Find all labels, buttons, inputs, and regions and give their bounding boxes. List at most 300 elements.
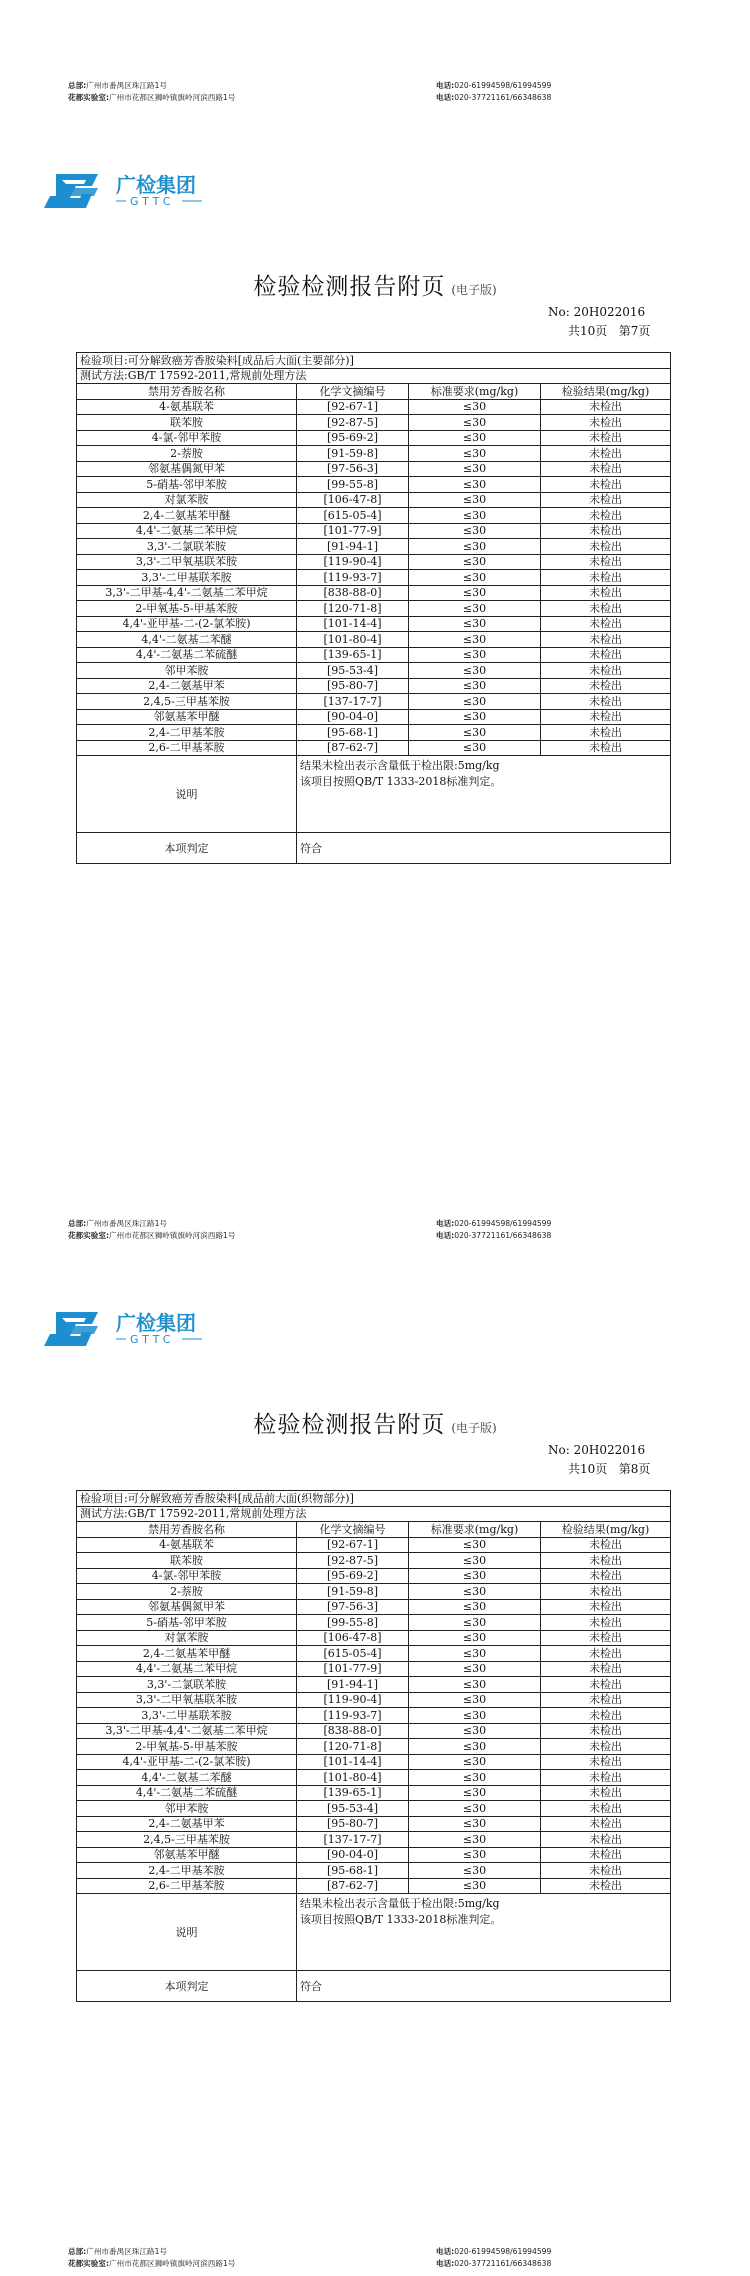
report-title: 检验检测报告附页 (电子版) xyxy=(253,274,497,300)
cas-number: [90-04-0] xyxy=(297,1847,409,1863)
standard-requirement: ≤30 xyxy=(409,1537,541,1553)
cas-number: [101-14-4] xyxy=(297,1754,409,1770)
conclusion-value: 符合 xyxy=(297,833,671,864)
amine-name: 4,4'-二氨基二苯硫醚 xyxy=(77,1785,297,1801)
test-result: 未检出 xyxy=(541,1832,671,1848)
table-row xyxy=(77,1708,671,1724)
cas-number: [119-93-7] xyxy=(297,570,409,586)
test-result: 未检出 xyxy=(541,694,671,710)
test-result: 未检出 xyxy=(541,647,671,663)
standard-requirement: ≤30 xyxy=(409,554,541,570)
note-row xyxy=(77,1894,671,1971)
test-result: 未检出 xyxy=(541,461,671,477)
conclusion-label: 本项判定 xyxy=(77,1971,297,2002)
table-row xyxy=(77,1754,671,1770)
table-row xyxy=(77,1553,671,1569)
standard-requirement: ≤30 xyxy=(409,725,541,741)
cas-number: [95-80-7] xyxy=(297,1816,409,1832)
amine-name: 2-甲氧基-5-甲基苯胺 xyxy=(77,601,297,617)
standard-requirement: ≤30 xyxy=(409,1661,541,1677)
test-result: 未检出 xyxy=(541,1630,671,1646)
cas-number: [95-68-1] xyxy=(297,1863,409,1879)
cas-number: [90-04-0] xyxy=(297,709,409,725)
note-line: 结果未检出表示含量低于检出限:5mg/kg xyxy=(300,759,500,772)
standard-requirement: ≤30 xyxy=(409,415,541,431)
table-row xyxy=(77,461,671,477)
test-result: 未检出 xyxy=(541,725,671,741)
table-row xyxy=(77,492,671,508)
standard-requirement: ≤30 xyxy=(409,647,541,663)
standard-requirement: ≤30 xyxy=(409,1739,541,1755)
test-result: 未检出 xyxy=(541,1584,671,1600)
cas-number: [615-05-4] xyxy=(297,1646,409,1662)
test-method xyxy=(77,1506,671,1522)
table-row xyxy=(77,399,671,415)
amine-name: 4,4'-亚甲基-二-(2-氯苯胺) xyxy=(77,616,297,632)
cas-number: [139-65-1] xyxy=(297,647,409,663)
table-row xyxy=(77,554,671,570)
standard-requirement: ≤30 xyxy=(409,1847,541,1863)
cas-number: [101-80-4] xyxy=(297,632,409,648)
note-line: 该项目按照QB/T 1333-2018标准判定。 xyxy=(300,775,502,788)
amine-name: 邻氨基苯甲醚 xyxy=(77,709,297,725)
test-item xyxy=(77,1491,671,1507)
cas-number: [106-47-8] xyxy=(297,1630,409,1646)
test-result: 未检出 xyxy=(541,1599,671,1615)
standard-requirement: ≤30 xyxy=(409,1677,541,1693)
standard-requirement: ≤30 xyxy=(409,601,541,617)
standard-requirement: ≤30 xyxy=(409,1553,541,1569)
column-header: 检验结果(mg/kg) xyxy=(541,384,671,400)
standard-requirement: ≤30 xyxy=(409,709,541,725)
amine-name: 3,3'-二氯联苯胺 xyxy=(77,1677,297,1693)
test-result: 未检出 xyxy=(541,1785,671,1801)
test-result: 未检出 xyxy=(541,477,671,493)
amine-name: 邻氨基偶氮甲苯 xyxy=(77,1599,297,1615)
cas-number: [137-17-7] xyxy=(297,694,409,710)
amine-name: 4,4'-二氨基二苯甲烷 xyxy=(77,523,297,539)
cas-number: [92-67-1] xyxy=(297,399,409,415)
standard-requirement: ≤30 xyxy=(409,1646,541,1662)
table-row xyxy=(77,508,671,524)
logo-name-en: GTTC xyxy=(130,1333,175,1346)
header-phone-2: 电话:020-37721161/66348638 xyxy=(436,1231,552,1240)
cas-number: [92-87-5] xyxy=(297,415,409,431)
standard-requirement: ≤30 xyxy=(409,1599,541,1615)
column-header: 禁用芳香胺名称 xyxy=(77,384,297,400)
header-lab: 花都实验室:广州市花都区狮岭镇旗岭河滨西路1号 xyxy=(68,1231,236,1240)
table-row xyxy=(77,1692,671,1708)
amine-name: 联苯胺 xyxy=(77,1553,297,1569)
table-row xyxy=(77,415,671,431)
table-row xyxy=(77,1801,671,1817)
test-method-value: GB/T 17592-2011,常规前处理方法 xyxy=(127,1507,307,1521)
amine-name: 4,4'-二氨基二苯硫醚 xyxy=(77,647,297,663)
standard-requirement: ≤30 xyxy=(409,694,541,710)
page-count: 共10页 第8页 xyxy=(568,1462,651,1476)
cas-number: [119-90-4] xyxy=(297,1692,409,1708)
standard-requirement: ≤30 xyxy=(409,1615,541,1631)
test-method-value: GB/T 17592-2011,常规前处理方法 xyxy=(127,369,307,383)
cas-number: [106-47-8] xyxy=(297,492,409,508)
standard-requirement: ≤30 xyxy=(409,1708,541,1724)
test-result: 未检出 xyxy=(541,554,671,570)
amine-name: 3,3'-二甲氧基联苯胺 xyxy=(77,1692,297,1708)
amine-name: 4,4'-二氨基二苯醚 xyxy=(77,1770,297,1786)
standard-requirement: ≤30 xyxy=(409,740,541,756)
amine-name: 2-甲氧基-5-甲基苯胺 xyxy=(77,1739,297,1755)
test-result: 未检出 xyxy=(541,601,671,617)
amine-name: 3,3'-二甲基-4,4'-二氨基二苯甲烷 xyxy=(77,585,297,601)
standard-requirement: ≤30 xyxy=(409,508,541,524)
amine-name: 4-氨基联苯 xyxy=(77,399,297,415)
standard-requirement: ≤30 xyxy=(409,1832,541,1848)
standard-requirement: ≤30 xyxy=(409,430,541,446)
results-table xyxy=(76,352,671,864)
test-result: 未检出 xyxy=(541,539,671,555)
amine-name: 邻氨基苯甲醚 xyxy=(77,1847,297,1863)
standard-requirement: ≤30 xyxy=(409,1785,541,1801)
test-result: 未检出 xyxy=(541,1770,671,1786)
test-item-label: 检验项目: xyxy=(80,353,128,367)
standard-requirement: ≤30 xyxy=(409,1754,541,1770)
standard-requirement: ≤30 xyxy=(409,616,541,632)
results-table xyxy=(76,1490,671,2002)
test-result: 未检出 xyxy=(541,1863,671,1879)
standard-requirement: ≤30 xyxy=(409,1568,541,1584)
amine-name: 4,4'-二氨基二苯醚 xyxy=(77,632,297,648)
cas-number: [101-77-9] xyxy=(297,1661,409,1677)
cas-number: [95-53-4] xyxy=(297,1801,409,1817)
test-result: 未检出 xyxy=(541,1723,671,1739)
logo-name-cn: 广检集团 xyxy=(116,173,196,197)
column-header: 化学文摘编号 xyxy=(297,384,409,400)
cas-number: [615-05-4] xyxy=(297,508,409,524)
company-logo xyxy=(42,1306,242,1352)
cas-number: [139-65-1] xyxy=(297,1785,409,1801)
standard-requirement: ≤30 xyxy=(409,492,541,508)
conclusion-label: 本项判定 xyxy=(77,833,297,864)
item-row xyxy=(77,1491,671,1507)
note-label: 说明 xyxy=(77,1894,297,1971)
test-result: 未检出 xyxy=(541,415,671,431)
test-result: 未检出 xyxy=(541,1615,671,1631)
cas-number: [91-59-8] xyxy=(297,1584,409,1600)
standard-requirement: ≤30 xyxy=(409,585,541,601)
note-content xyxy=(297,1894,671,1971)
test-result: 未检出 xyxy=(541,1708,671,1724)
cas-number: [95-69-2] xyxy=(297,430,409,446)
test-result: 未检出 xyxy=(541,616,671,632)
table-row xyxy=(77,1723,671,1739)
test-result: 未检出 xyxy=(541,1661,671,1677)
test-method xyxy=(77,368,671,384)
table-row xyxy=(77,1584,671,1600)
amine-name: 5-硝基-邻甲苯胺 xyxy=(77,1615,297,1631)
standard-requirement: ≤30 xyxy=(409,570,541,586)
test-result: 未检出 xyxy=(541,1646,671,1662)
cas-number: [87-62-7] xyxy=(297,1878,409,1894)
gttc-logo-icon xyxy=(44,1312,98,1346)
note-row xyxy=(77,756,671,833)
amine-name: 3,3'-二氯联苯胺 xyxy=(77,539,297,555)
amine-name: 邻甲苯胺 xyxy=(77,1801,297,1817)
column-header: 化学文摘编号 xyxy=(297,1522,409,1538)
footer-phone-1: 电话:020-61994598/61994599 xyxy=(436,2247,552,2256)
amine-name: 邻甲苯胺 xyxy=(77,663,297,679)
test-result: 未检出 xyxy=(541,1568,671,1584)
amine-name: 2,4-二氨基甲苯 xyxy=(77,678,297,694)
amine-name: 4,4'-二氨基二苯甲烷 xyxy=(77,1661,297,1677)
test-result: 未检出 xyxy=(541,678,671,694)
cas-number: [101-14-4] xyxy=(297,616,409,632)
amine-name: 2,4-二甲基苯胺 xyxy=(77,1863,297,1879)
cas-number: [91-94-1] xyxy=(297,539,409,555)
logo-name-en: GTTC xyxy=(130,195,175,208)
test-result: 未检出 xyxy=(541,1801,671,1817)
report-title-suffix: (电子版) xyxy=(451,283,497,297)
test-result: 未检出 xyxy=(541,508,671,524)
test-item xyxy=(77,353,671,369)
test-result: 未检出 xyxy=(541,523,671,539)
test-method-label: 测试方法: xyxy=(80,369,128,383)
company-logo xyxy=(42,168,242,214)
standard-requirement: ≤30 xyxy=(409,446,541,462)
table-row xyxy=(77,1599,671,1615)
table-row xyxy=(77,601,671,617)
header-hq: 总部:广州市番禺区珠江路1号 xyxy=(68,1219,168,1228)
table-row xyxy=(77,1630,671,1646)
method-row xyxy=(77,368,671,384)
table-row xyxy=(77,430,671,446)
method-row xyxy=(77,1506,671,1522)
standard-requirement: ≤30 xyxy=(409,678,541,694)
amine-name: 2,4,5-三甲基苯胺 xyxy=(77,1832,297,1848)
standard-requirement: ≤30 xyxy=(409,539,541,555)
table-row xyxy=(77,1863,671,1879)
amine-name: 2,4-二氨基甲苯 xyxy=(77,1816,297,1832)
note-label: 说明 xyxy=(77,756,297,833)
table-row xyxy=(77,570,671,586)
footer-lab: 花都实验室:广州市花都区狮岭镇旗岭河滨西路1号 xyxy=(68,2259,236,2268)
cas-number: [97-56-3] xyxy=(297,461,409,477)
test-result: 未检出 xyxy=(541,1537,671,1553)
cas-number: [120-71-8] xyxy=(297,601,409,617)
amine-name: 对氯苯胺 xyxy=(77,492,297,508)
amine-name: 4-氯-邻甲苯胺 xyxy=(77,430,297,446)
logo-name-cn: 广检集团 xyxy=(116,1311,196,1335)
header-lab: 花都实验室:广州市花都区狮岭镇旗岭河滨西路1号 xyxy=(68,93,236,102)
standard-requirement: ≤30 xyxy=(409,1863,541,1879)
cas-number: [120-71-8] xyxy=(297,1739,409,1755)
table-row xyxy=(77,1661,671,1677)
standard-requirement: ≤30 xyxy=(409,523,541,539)
table-row xyxy=(77,523,671,539)
test-result: 未检出 xyxy=(541,1754,671,1770)
test-result: 未检出 xyxy=(541,1847,671,1863)
test-result: 未检出 xyxy=(541,1553,671,1569)
table-row xyxy=(77,1832,671,1848)
column-header: 检验结果(mg/kg) xyxy=(541,1522,671,1538)
table-row xyxy=(77,1785,671,1801)
standard-requirement: ≤30 xyxy=(409,1584,541,1600)
amine-name: 2-萘胺 xyxy=(77,1584,297,1600)
amine-name: 2,4-二氨基苯甲醚 xyxy=(77,1646,297,1662)
table-row xyxy=(77,1816,671,1832)
header-phone-1: 电话:020-61994598/61994599 xyxy=(436,1219,552,1228)
table-row xyxy=(77,1568,671,1584)
standard-requirement: ≤30 xyxy=(409,399,541,415)
standard-requirement: ≤30 xyxy=(409,1692,541,1708)
note-line: 该项目按照QB/T 1333-2018标准判定。 xyxy=(300,1913,502,1926)
test-method-label: 测试方法: xyxy=(80,1507,128,1521)
cas-number: [95-69-2] xyxy=(297,1568,409,1584)
table-row xyxy=(77,477,671,493)
table-row xyxy=(77,740,671,756)
table-row xyxy=(77,539,671,555)
test-result: 未检出 xyxy=(541,570,671,586)
table-row xyxy=(77,709,671,725)
cas-number: [838-88-0] xyxy=(297,1723,409,1739)
page-count: 共10页 第7页 xyxy=(568,324,651,338)
test-result: 未检出 xyxy=(541,1816,671,1832)
conclusion-row xyxy=(77,1971,671,2002)
cas-number: [91-59-8] xyxy=(297,446,409,462)
column-header: 标准要求(mg/kg) xyxy=(409,1522,541,1538)
report-page xyxy=(0,1138,750,2276)
amine-name: 邻氨基偶氮甲苯 xyxy=(77,461,297,477)
standard-requirement: ≤30 xyxy=(409,1816,541,1832)
header-phone-2: 电话:020-37721161/66348638 xyxy=(436,93,552,102)
table-row xyxy=(77,1677,671,1693)
test-result: 未检出 xyxy=(541,632,671,648)
conclusion-row xyxy=(77,833,671,864)
report-title-suffix: (电子版) xyxy=(451,1421,497,1435)
amine-name: 4,4'-亚甲基-二-(2-氯苯胺) xyxy=(77,1754,297,1770)
note-line: 结果未检出表示含量低于检出限:5mg/kg xyxy=(300,1897,500,1910)
test-result: 未检出 xyxy=(541,1692,671,1708)
table-row xyxy=(77,446,671,462)
table-row xyxy=(77,1878,671,1894)
amine-name: 3,3'-二甲基-4,4'-二氨基二苯甲烷 xyxy=(77,1723,297,1739)
footer-phone-2: 电话:020-37721161/66348638 xyxy=(436,2259,552,2268)
standard-requirement: ≤30 xyxy=(409,477,541,493)
amine-name: 3,3'-二甲基联苯胺 xyxy=(77,1708,297,1724)
conclusion-value: 符合 xyxy=(297,1971,671,2002)
cas-number: [137-17-7] xyxy=(297,1832,409,1848)
table-row xyxy=(77,632,671,648)
item-row xyxy=(77,353,671,369)
amine-name: 2,4-二氨基苯甲醚 xyxy=(77,508,297,524)
table-row xyxy=(77,663,671,679)
report-number: No: 20H022016 xyxy=(548,1443,646,1457)
test-result: 未检出 xyxy=(541,446,671,462)
cas-number: [119-93-7] xyxy=(297,1708,409,1724)
amine-name: 2-萘胺 xyxy=(77,446,297,462)
amine-name: 对氯苯胺 xyxy=(77,1630,297,1646)
column-header: 禁用芳香胺名称 xyxy=(77,1522,297,1538)
test-item-label: 检验项目: xyxy=(80,1491,128,1505)
cas-number: [95-53-4] xyxy=(297,663,409,679)
column-header-row xyxy=(77,384,671,400)
cas-number: [92-87-5] xyxy=(297,1553,409,1569)
cas-number: [101-80-4] xyxy=(297,1770,409,1786)
report-number: No: 20H022016 xyxy=(548,305,646,319)
cas-number: [92-67-1] xyxy=(297,1537,409,1553)
report-title: 检验检测报告附页 (电子版) xyxy=(253,1412,497,1438)
amine-name: 2,4,5-三甲基苯胺 xyxy=(77,694,297,710)
standard-requirement: ≤30 xyxy=(409,1770,541,1786)
standard-requirement: ≤30 xyxy=(409,663,541,679)
test-result: 未检出 xyxy=(541,740,671,756)
table-row xyxy=(77,616,671,632)
amine-name: 联苯胺 xyxy=(77,415,297,431)
amine-name: 2,6-二甲基苯胺 xyxy=(77,1878,297,1894)
test-result: 未检出 xyxy=(541,663,671,679)
test-item-value: 可分解致癌芳香胺染料[成品后大面(主要部分)] xyxy=(127,353,354,367)
cas-number: [99-55-8] xyxy=(297,1615,409,1631)
table-row xyxy=(77,694,671,710)
test-result: 未检出 xyxy=(541,430,671,446)
standard-requirement: ≤30 xyxy=(409,461,541,477)
cas-number: [91-94-1] xyxy=(297,1677,409,1693)
cas-number: [838-88-0] xyxy=(297,585,409,601)
table-row xyxy=(77,678,671,694)
test-result: 未检出 xyxy=(541,1878,671,1894)
table-row xyxy=(77,725,671,741)
standard-requirement: ≤30 xyxy=(409,1801,541,1817)
test-result: 未检出 xyxy=(541,585,671,601)
table-row xyxy=(77,585,671,601)
amine-name: 4-氯-邻甲苯胺 xyxy=(77,1568,297,1584)
standard-requirement: ≤30 xyxy=(409,1878,541,1894)
test-result: 未检出 xyxy=(541,1677,671,1693)
cas-number: [97-56-3] xyxy=(297,1599,409,1615)
standard-requirement: ≤30 xyxy=(409,632,541,648)
amine-name: 3,3'-二甲氧基联苯胺 xyxy=(77,554,297,570)
header-hq: 总部:广州市番禺区珠江路1号 xyxy=(68,81,168,90)
table-row xyxy=(77,1847,671,1863)
standard-requirement: ≤30 xyxy=(409,1630,541,1646)
test-result: 未检出 xyxy=(541,399,671,415)
footer-hq: 总部:广州市番禺区珠江路1号 xyxy=(68,2247,168,2256)
test-result: 未检出 xyxy=(541,709,671,725)
cas-number: [87-62-7] xyxy=(297,740,409,756)
standard-requirement: ≤30 xyxy=(409,1723,541,1739)
amine-name: 5-硝基-邻甲苯胺 xyxy=(77,477,297,493)
test-result: 未检出 xyxy=(541,1739,671,1755)
note-content xyxy=(297,756,671,833)
header-phone-1: 电话:020-61994598/61994599 xyxy=(436,81,552,90)
table-row xyxy=(77,647,671,663)
test-result: 未检出 xyxy=(541,492,671,508)
gttc-logo-icon xyxy=(44,174,98,208)
column-header: 标准要求(mg/kg) xyxy=(409,384,541,400)
table-row xyxy=(77,1770,671,1786)
amine-name: 2,4-二甲基苯胺 xyxy=(77,725,297,741)
table-row xyxy=(77,1615,671,1631)
test-item-value: 可分解致癌芳香胺染料[成品前大面(织物部分)] xyxy=(127,1491,354,1505)
table-row xyxy=(77,1739,671,1755)
cas-number: [101-77-9] xyxy=(297,523,409,539)
cas-number: [119-90-4] xyxy=(297,554,409,570)
amine-name: 3,3'-二甲基联苯胺 xyxy=(77,570,297,586)
cas-number: [99-55-8] xyxy=(297,477,409,493)
cas-number: [95-68-1] xyxy=(297,725,409,741)
table-row xyxy=(77,1646,671,1662)
amine-name: 2,6-二甲基苯胺 xyxy=(77,740,297,756)
table-row xyxy=(77,1537,671,1553)
